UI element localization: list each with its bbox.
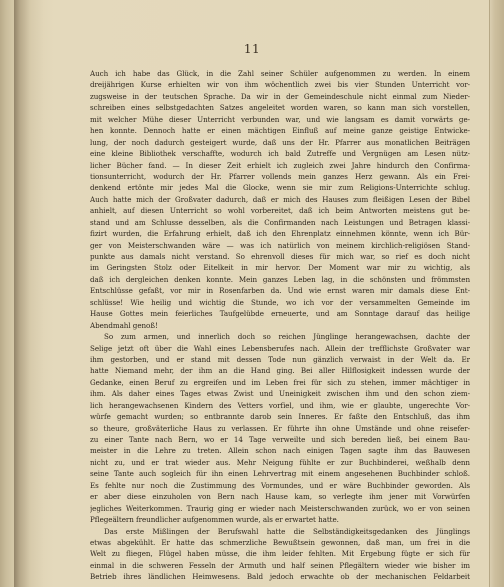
text-line: Welt zu fliegen, Flügel haben müsse, die ihm leider fehlten. Mit Ergebung fügte er sich für	[90, 549, 470, 559]
text-line: Auch ich habe das Glück, in die Zahl seiner Schüler aufgenommen zu werden. In einem	[90, 69, 470, 78]
text-line: er aber diese einzuholen von Bern nach Hause kam, so verlegte ihm jener mit Vorwürfen	[90, 492, 470, 502]
text-line: anhielt, auf diesen Unterricht so wohl vorbereitet, daß ich beim Antworten meistens gut be-	[90, 206, 470, 216]
text-line: ger von Meisterschwanden wäre — was ich natürlich von meinem kirchlich-religiösen Stand-	[90, 240, 470, 250]
text-line: etwas abgekühlt. Er hatte das schmerzliche Bewußtsein gewonnen, daß man, um frei in die	[90, 537, 470, 547]
text-line: schreiben eines selbstgedachten Satzes angeleitet worden waren, so kann man sich vorstellen,	[90, 103, 470, 113]
text-line: stand und am Schlusse desselben, als die Confirmanden nach Leistungen und Betragen klassi-	[90, 217, 470, 227]
text-line: hen konnte. Dennoch hatte er einen mächtigen Einfluß auf meine ganze geistige Entwicke-	[90, 126, 470, 136]
text-line: denkend ertönte mir jedes Mal die Glocke, wenn sie mir zum Religions-Unterrichte schlug.	[90, 183, 470, 193]
text-line: lich herangewachsenen Kindern des Vetters vorfiel, und ihm, wie er glaubte, ungerechte Vor-	[90, 400, 470, 410]
text-line: Betrieb ihres ländlichen Heimwesens. Bald jedoch erwachte ob der mechanischen Feldarbeit	[90, 572, 470, 582]
text-line: lung, der noch dadurch gesteigert wurde, daß uns der Hr. Pfarrer aus monatlichen Beiträgen	[90, 137, 470, 147]
text-line: eine kleine Bibliothek verschaffte, wodurch ich bald Zutreffe und Vergnügen am Lesen nütz-	[90, 149, 470, 159]
text-line: punkte aus damals nicht verstand. So ehrenvoll dieses für mich war, so rief es doch nicht	[90, 252, 470, 261]
text-line: Pflegeältern freundlicher aufgenommen wurde, als er erwartet hatte.	[90, 515, 339, 525]
text-line: fizirt wurden, die Erfahrung erhielt, daß ich den Ehrenplatz einnehmen könnte, wenn ich Bür-	[90, 229, 470, 239]
text-line: Es fehlte nur noch die Zustimmung des Vormundes, und er wäre Buchbinder geworden. Als	[90, 480, 470, 490]
text-line: zu einer Tante nach Bern, wo er 14 Tage verweilte und sich bereden ließ, bei einem Bau-	[90, 435, 470, 444]
text-line: meister in die Lehre zu treten. Allein schon nach einigen Tagen sagte ihm das Bauwesen	[90, 446, 470, 456]
text-line: Selige jetzt oft über die Wahl eines Lebensberufes nach. Allein der trefflichste Großvater war	[90, 343, 470, 353]
text-line: ihm. Als daher eines Tages etwas Zwist und Uneinigkeit zwischen ihm und den schon ziem-	[90, 389, 470, 399]
page-gutter-shadow	[14, 0, 44, 587]
text-line: schlüsse! Wie heilig und wichtig die Stunde, wo ich vor der versammelten Gemeinde im	[90, 297, 470, 307]
text-line: so theure, großväterliche Haus zu verlassen. Er führte ihn ohne Umstände und ohne reisefer-	[90, 423, 470, 433]
text-line: zugsweise in der teutschen Sprache. Da wir in der Gemeindeschule nicht einmal zum Nieder-	[90, 91, 470, 101]
text-line: dreijährigen Kurse erhielten wir von ihm wöchentlich zwei bis vier Stunden Unterricht vor-	[90, 80, 470, 90]
text-line: Hause Gottes mein feierliches Taufgelübde erneuerte, und am Sonntage darauf das heilige	[90, 309, 470, 319]
text-line: hatte Niemand mehr, der ihm an die Hand ging. Bei aller Hilflosigkeit indessen wurde der	[90, 366, 470, 376]
text-line: mit welcher Mühe dieser Unterricht verbunden war, und wie langsam es damit vorwärts ge-	[90, 114, 470, 124]
text-line: im Geringsten Stolz oder Eitelkeit in mir hervor. Der Moment war mir zu wichtig, als	[90, 263, 470, 273]
text-line: würfe gemacht wurden; so entbrannte darob sein Inneres. Er faßte den Entschluß, das ihm	[90, 412, 470, 422]
text-line: Abendmahl genoß!	[90, 320, 158, 330]
text-line: ihm gestorben, und er stand mit dessen Tode nun gänzlich verwaist in der Welt da. Er	[90, 354, 470, 364]
body-text	[90, 68, 470, 583]
page-number: 11	[243, 42, 261, 56]
text-line: Das erste Mißlingen der Berufswahl hatte die Selbständigkeitsgedanken des Jünglings	[104, 526, 470, 536]
page-edge	[489, 0, 504, 587]
text-line: Gedanke, einen Beruf zu ergreifen und im Leben frei für sich zu stehen, immer mächtiger in	[90, 377, 470, 387]
text-line: So zum armen, und innerlich doch so reichen Jünglinge herangewachsen, dachte der	[104, 332, 470, 342]
text-line: licher Bücher fand. — In dieser Zeit erhielt ich zugleich zwei Jahre hindurch den Confirma-	[90, 160, 470, 170]
text-line: tionsunterricht, wodurch der Hr. Pfarrer vollends mein ganzes Herz gewann. Als ein Frei-	[90, 171, 470, 181]
text-line: daß ich dergleichen denken konnte. Mein ganzes Leben lag, in die schönsten und frömmsten	[90, 274, 470, 284]
text-line: jegliches Weiterkommen. Traurig ging er wieder nach Meisterschwanden zurück, wo er von seinen	[90, 503, 470, 513]
text-line: nicht zu, und er trat wieder aus. Mehr Neigung fühlte er zur Buchbinderei, weßhalb denn	[90, 457, 470, 467]
text-line: Entschlüsse gefaßt, vor mir in Rosenfarben da. Und wie ernst waren mir damals diese Ent-	[90, 286, 470, 296]
text-line: seine Tante auch sogleich für ihn einen Lehrvertrag mit einem angesehenen Buchbinder schloß.	[90, 469, 470, 479]
text-line: Auch hatte mich der Großvater dadurch, daß er mich des Hauses zum fleißigen Lesen der Bibel	[90, 194, 470, 204]
text-line: einmal in die schweren Fesseln der Armuth und half seinen Pflegältern wieder wie bisher im	[90, 560, 470, 570]
